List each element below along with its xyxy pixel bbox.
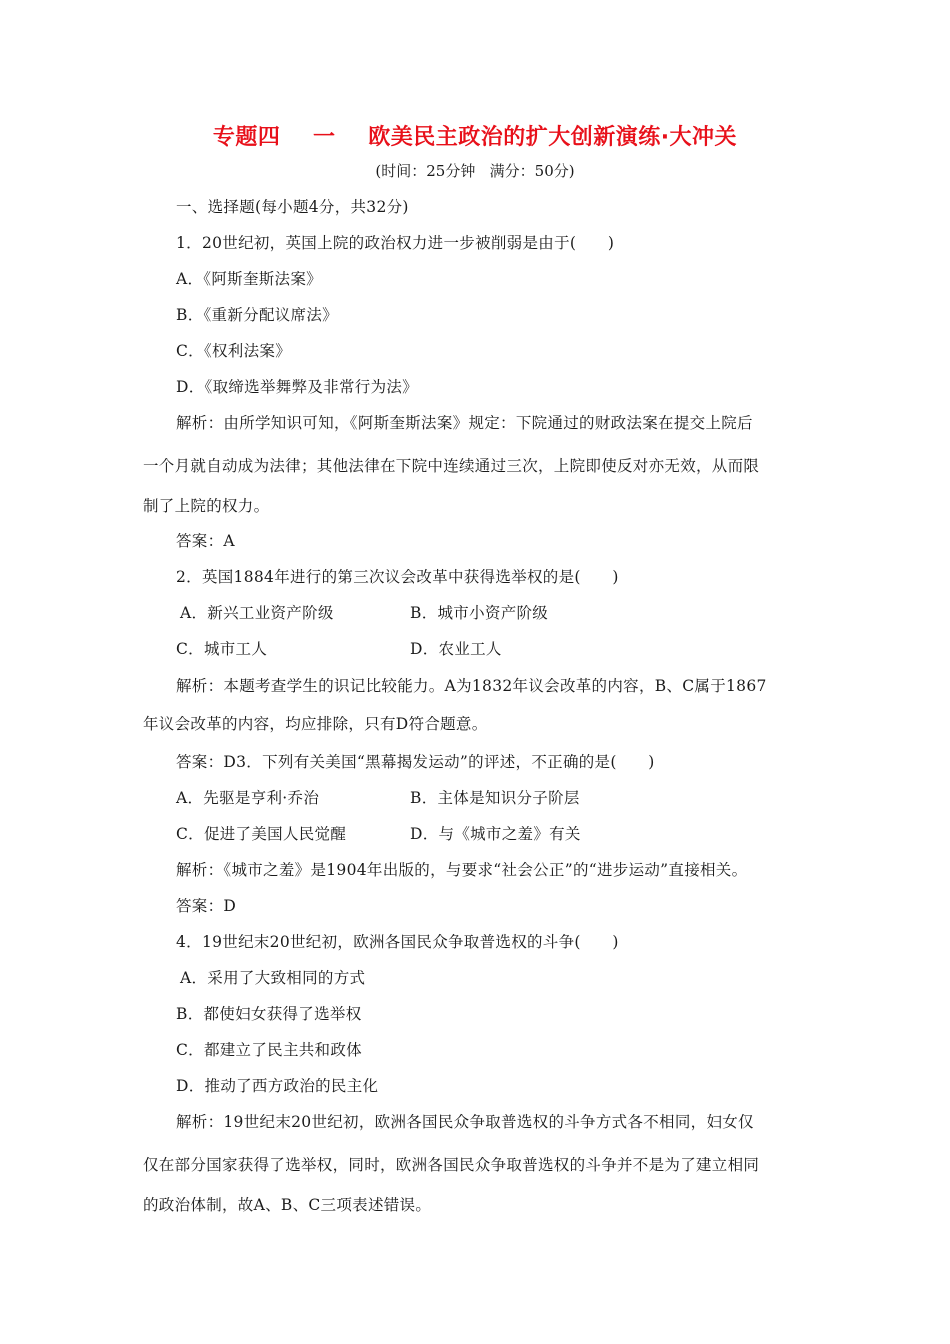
q3-option-b: B．主体是知识分子阶层	[410, 789, 580, 807]
q1-option-a: A．《阿斯奎斯法案》	[176, 270, 322, 288]
q4-stem: 4．19世纪末20世纪初，欧洲各国民众争取普选权的斗争( )	[176, 933, 619, 951]
q1-analysis-line1: 解析：由所学知识可知，《阿斯奎斯法案》规定：下院通过的财政法案在提交上院后	[176, 414, 753, 432]
q2-analysis-line1: 解析：本题考查学生的识记比较能力。A为1832年议会改革的内容，B、C属于1867	[176, 677, 767, 695]
q2-option-a: A．新兴工业资产阶级	[180, 604, 334, 622]
q4-option-c: C．都建立了民主共和政体	[176, 1041, 362, 1059]
q1-option-b: B．《重新分配议席法》	[176, 306, 338, 324]
q4-analysis-line1: 解析：19世纪末20世纪初，欧洲各国民众争取普选权的斗争方式各不相同，妇女仅	[176, 1113, 754, 1131]
q2-answer-and-q3-stem: 答案：D3．下列有关美国“黑幕揭发运动”的评述，不正确的是( )	[176, 753, 655, 771]
q2-stem: 2．英国1884年进行的第三次议会改革中获得选举权的是( )	[176, 568, 619, 586]
q3-answer: 答案：D	[176, 897, 237, 915]
q2-option-d: D．农业工人	[410, 640, 502, 658]
q2-option-b: B．城市小资产阶级	[410, 604, 549, 622]
q4-analysis-line3: 的政治体制，故A、B、C三项表述错误。	[143, 1196, 432, 1214]
q3-option-a: A．先驱是亨利·乔治	[176, 789, 320, 807]
q3-option-c: C．促进了美国人民觉醒	[176, 825, 347, 843]
q1-answer: 答案：A	[176, 532, 235, 550]
q3-option-d: D．与《城市之羞》有关	[410, 825, 581, 843]
q4-option-b: B．都使妇女获得了选举权	[176, 1005, 362, 1023]
section-heading: 一、选择题(每小题4分，共32分)	[176, 198, 409, 216]
q1-stem: 1．20世纪初，英国上院的政治权力进一步被削弱是由于( )	[176, 234, 615, 252]
q1-option-c: C．《权利法案》	[176, 342, 292, 360]
page-title: 专题四 一 欧美民主政治的扩大创新演练·大冲关	[212, 125, 738, 150]
q4-option-a: A．采用了大致相同的方式	[180, 969, 366, 987]
exam-info: (时间：25分钟 满分：50分)	[375, 162, 575, 180]
q2-analysis-line2: 年议会改革的内容，均应排除，只有D符合题意。	[143, 715, 488, 733]
q4-analysis-line2: 仅在部分国家获得了选举权，同时，欧洲各国民众争取普选权的斗争并不是为了建立相同	[143, 1156, 760, 1174]
q4-option-d: D．推动了西方政治的民主化	[176, 1077, 379, 1095]
q3-analysis-line1: 解析：《城市之羞》是1904年出版的，与要求“社会公正”的“进步运动”直接相关。	[176, 861, 748, 879]
q2-option-c: C．城市工人	[176, 640, 268, 658]
q1-analysis-line2: 一个月就自动成为法律；其他法律在下院中连续通过三次，上院即使反对亦无效，从而限	[143, 457, 760, 475]
q1-option-d: D．《取缔选举舞弊及非常行为法》	[176, 378, 418, 396]
q1-analysis-line3: 制了上院的权力。	[143, 497, 270, 515]
